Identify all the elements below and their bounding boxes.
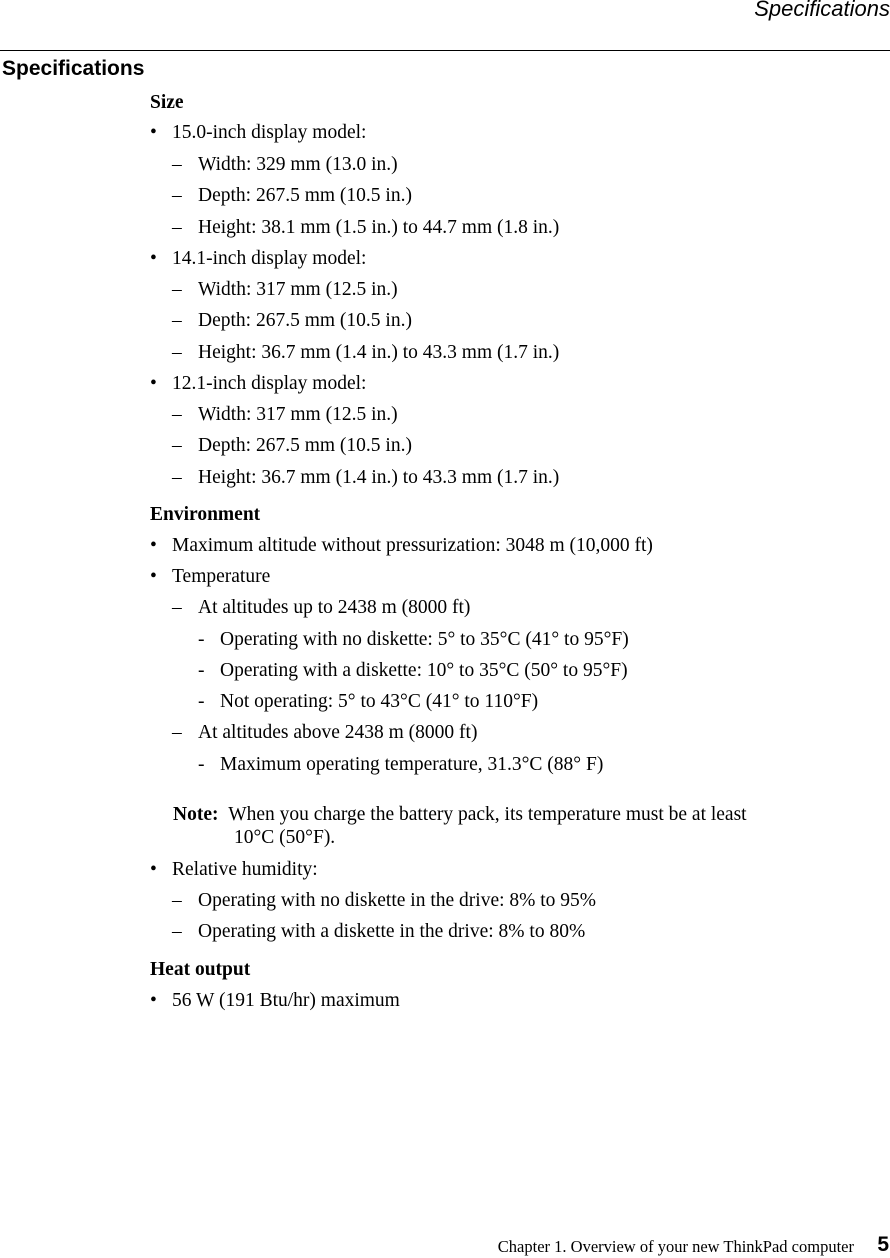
list-item: – Height: 36.7 mm (1.4 in.) to 43.3 mm (1.7 in.) (172, 342, 560, 363)
list-item: – Width: 317 mm (12.5 in.) (172, 404, 398, 425)
running-header-title: Specifications (754, 0, 890, 21)
list-item: – Depth: 267.5 mm (10.5 in.) (172, 185, 412, 206)
note-continuation: 10°C (50°F). (234, 827, 336, 848)
note-label: Note: (173, 804, 219, 825)
list-item: • Relative humidity: (150, 859, 318, 880)
list-item: – Operating with a diskette in the drive: 8% to 80% (172, 921, 586, 942)
list-item: • 56 W (191 Btu/hr) maximum (150, 990, 400, 1011)
note-text: When you charge the battery pack, its temperature must be at least (228, 804, 747, 825)
list-item: – Depth: 267.5 mm (10.5 in.) (172, 435, 412, 456)
size-heading: Size (150, 92, 184, 113)
list-item: • 12.1-inch display model: (150, 373, 367, 394)
environment-heading: Environment (150, 504, 261, 525)
list-item: – At altitudes up to 2438 m (8000 ft) (172, 597, 471, 618)
list-item: – Depth: 267.5 mm (10.5 in.) (172, 310, 412, 331)
heat-output-heading: Heat output (150, 959, 251, 980)
list-item: – Width: 329 mm (13.0 in.) (172, 154, 398, 175)
list-item: - Not operating: 5° to 43°C (41° to 110°F) (198, 691, 539, 712)
page-number: 5 (877, 1233, 889, 1256)
list-item: • 15.0-inch display model: (150, 122, 367, 143)
list-item: • 14.1-inch display model: (150, 248, 367, 269)
list-item: – Width: 317 mm (12.5 in.) (172, 279, 398, 300)
section-title: Specifications (2, 57, 145, 80)
header-rule (0, 50, 890, 51)
list-item: – Height: 36.7 mm (1.4 in.) to 43.3 mm (1.7 in.) (172, 467, 560, 488)
footer-chapter: Chapter 1. Overview of your new ThinkPad computer (497, 1237, 854, 1256)
list-item: • Temperature (150, 566, 271, 587)
list-item: - Operating with no diskette: 5° to 35°C (41° to 95°F) (198, 629, 629, 650)
list-item: - Maximum operating temperature, 31.3°C (88° F) (198, 754, 604, 775)
list-item: – Height: 38.1 mm (1.5 in.) to 44.7 mm (1.8 in.) (172, 217, 560, 238)
list-item: • Maximum altitude without pressurization: 3048 m (10,000 ft) (150, 535, 653, 556)
list-item: - Operating with a diskette: 10° to 35°C (50° to 95°F) (198, 660, 628, 681)
list-item: – Operating with no diskette in the drive: 8% to 95% (172, 890, 597, 911)
list-item: – At altitudes above 2438 m (8000 ft) (172, 722, 478, 743)
